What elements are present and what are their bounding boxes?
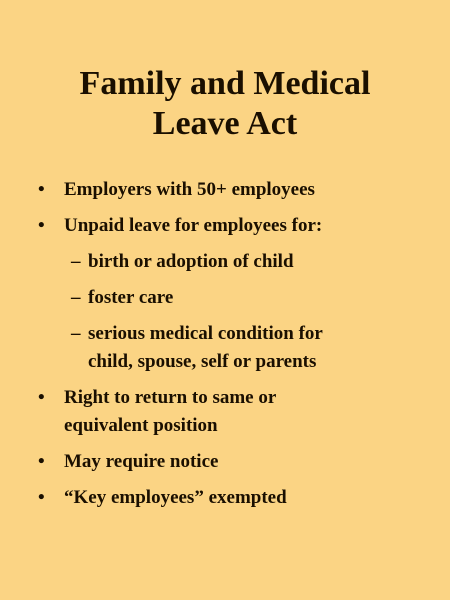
bullet-text: “Key employees” exempted [64, 487, 287, 508]
sub-bullet-marker: – [71, 287, 81, 308]
bullet-text: Employers with 50+ employees [64, 179, 315, 200]
bullet-marker: • [38, 487, 45, 508]
bullet-item-right-to-return [0, 384, 450, 440]
bullet-marker: • [38, 451, 45, 472]
bullet-marker: • [38, 387, 45, 408]
bullet-item-notice [0, 448, 450, 476]
sub-item-foster-care [0, 284, 450, 312]
sub-item-medical-condition [0, 320, 450, 376]
sub-bullet-text-line-2: child, spouse, self or parents [88, 351, 317, 372]
bullet-marker: • [38, 215, 45, 236]
sub-bullet-text: birth or adoption of child [88, 251, 294, 272]
bullet-item-employers [0, 176, 450, 204]
sub-bullet-marker: – [71, 251, 81, 272]
bullet-text-line-2: equivalent position [64, 415, 218, 436]
slide-title [0, 64, 450, 144]
bullet-list [0, 176, 450, 520]
sub-bullet-text: foster care [88, 287, 174, 308]
slide-title-line-2: Leave Act [152, 105, 298, 142]
bullet-text: Unpaid leave for employees for: [64, 215, 323, 236]
bullet-item-key-employees [0, 484, 450, 512]
sub-item-birth-adoption [0, 248, 450, 276]
sub-bullet-text-line-1: serious medical condition for [88, 323, 323, 344]
bullet-marker: • [38, 179, 45, 200]
bullet-text-line-1: Right to return to same or [64, 387, 277, 408]
sub-bullet-marker: – [71, 323, 81, 344]
bullet-item-unpaid-leave [0, 212, 450, 240]
slide-title-line-1: Family and Medical [79, 65, 371, 102]
bullet-text: May require notice [64, 451, 219, 472]
